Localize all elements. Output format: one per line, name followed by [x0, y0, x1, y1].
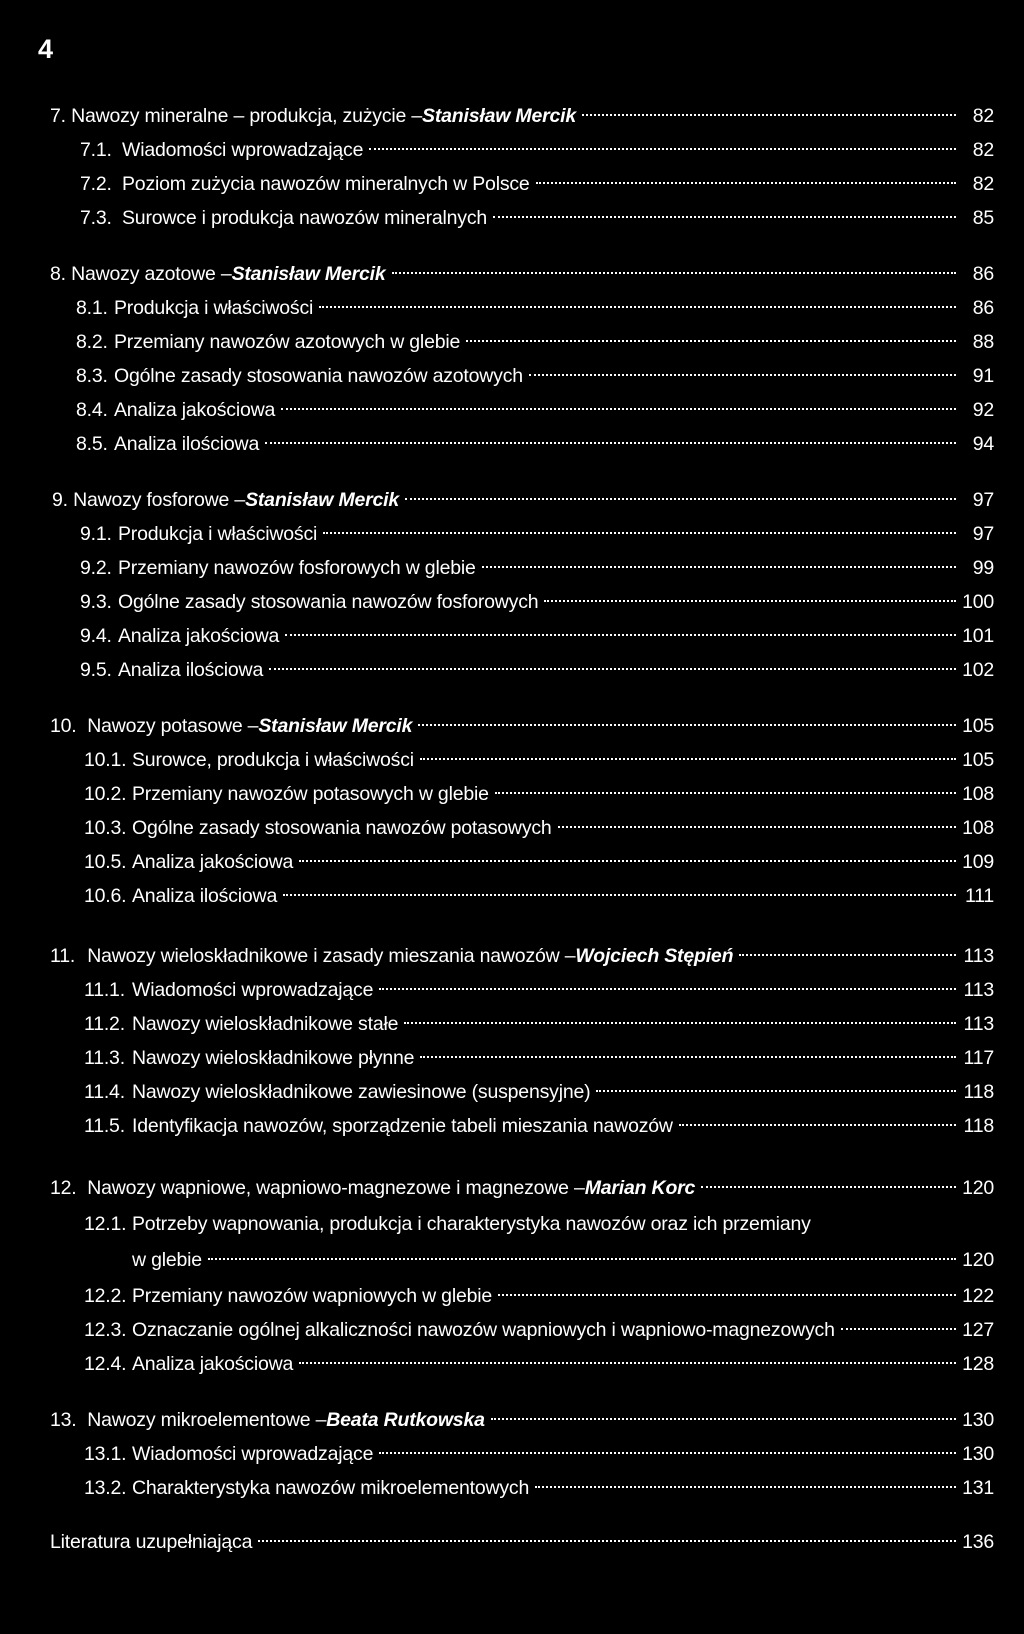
toc-entry-title: Analiza ilościowa: [114, 433, 260, 455]
toc-entry-title: Oznaczanie ogólnej alkaliczności nawozów wapniowych i wapniowo-magnezowych: [132, 1319, 835, 1341]
toc-entry-author: Stanisław Mercik: [422, 105, 576, 127]
dot-leader: [285, 634, 956, 636]
toc-entry-7-3[interactable]: [50, 202, 994, 234]
dot-leader: [392, 272, 956, 274]
toc-entry-11-2[interactable]: [50, 1008, 994, 1040]
toc-entry-title: w glebie: [132, 1249, 202, 1271]
toc-entry-page: 99: [972, 557, 994, 579]
toc-entry-page: 136: [962, 1531, 994, 1553]
toc-entry-10-2[interactable]: [50, 778, 994, 810]
toc-entry-number: 9.2.: [80, 557, 112, 579]
toc-entry-number: 10.2.: [84, 783, 127, 805]
toc-entry-author: Beata Rutkowska: [326, 1409, 485, 1431]
toc-entry-13[interactable]: [50, 1404, 994, 1436]
toc-entry-number: 10.: [50, 715, 77, 737]
toc-entry-8-3[interactable]: [50, 360, 994, 392]
dot-leader: [208, 1258, 956, 1260]
dot-leader: [701, 1186, 956, 1188]
toc-entry-title: Poziom zużycia nawozów mineralnych w Polsce: [122, 173, 530, 195]
toc-entry-8-1[interactable]: [50, 292, 994, 324]
toc-entry-page: 113: [963, 945, 994, 967]
toc-entry-12-1-continuation[interactable]: [50, 1244, 994, 1276]
toc-entry-10-1[interactable]: [50, 744, 994, 776]
toc-entry-number: 13.: [50, 1409, 77, 1431]
toc-entry-literatura[interactable]: [50, 1526, 994, 1558]
toc-entry-number: 13.2.: [84, 1477, 127, 1499]
dot-leader: [281, 408, 956, 410]
toc-entry-title: Przemiany nawozów potasowych w glebie: [132, 783, 489, 805]
dot-leader: [299, 860, 956, 862]
dot-leader: [491, 1418, 956, 1420]
dot-leader: [319, 306, 956, 308]
toc-entry-title: Ogólne zasady stosowania nawozów azotowych: [114, 365, 523, 387]
toc-entry-title: Produkcja i właściwości: [114, 297, 314, 319]
toc-entry-title: Nawozy wieloskładnikowe płynne: [132, 1047, 415, 1069]
toc-entry-page: 117: [963, 1047, 994, 1069]
toc-entry-page: 120: [962, 1177, 994, 1199]
toc-entry-7[interactable]: [50, 100, 994, 132]
toc-entry-number: 11.2.: [84, 1013, 125, 1035]
dot-leader: [299, 1362, 956, 1364]
toc-entry-10-6[interactable]: [50, 880, 994, 912]
dot-leader: [420, 1056, 956, 1058]
toc-entry-number: 11.4.: [84, 1081, 125, 1103]
dot-leader: [498, 1294, 956, 1296]
toc-entry-number: 8.3.: [76, 365, 108, 387]
toc-entry-title: Produkcja i właściwości: [118, 523, 318, 545]
dot-leader: [369, 148, 956, 150]
toc-entry-8-4[interactable]: [50, 394, 994, 426]
dot-leader: [544, 600, 956, 602]
toc-entry-page: 92: [972, 399, 994, 421]
toc-entry-title: Potrzeby wapnowania, produkcja i charakterystyka nawozów oraz ich przemiany: [132, 1213, 811, 1235]
toc-entry-number: 12.2.: [84, 1285, 127, 1307]
toc-entry-page: 108: [962, 817, 994, 839]
dot-leader: [482, 566, 956, 568]
dot-leader: [536, 182, 956, 184]
toc-entry-number: 9.4.: [80, 625, 112, 647]
toc-entry-10-3[interactable]: [50, 812, 994, 844]
toc-entry-7-2[interactable]: [50, 168, 994, 200]
toc-entry-title: Analiza jakościowa: [118, 625, 280, 647]
toc-entry-9-3[interactable]: [50, 586, 994, 618]
toc-entry-page: 118: [963, 1115, 994, 1137]
toc-entry-page: 82: [972, 139, 994, 161]
toc-entry-page: 82: [972, 173, 994, 195]
toc-entry-page: 108: [962, 783, 994, 805]
dot-leader: [323, 532, 956, 534]
toc-entry-12-2[interactable]: [50, 1280, 994, 1312]
toc-entry-10-5[interactable]: [50, 846, 994, 878]
dot-leader: [841, 1328, 956, 1330]
toc-entry-number: 10.3.: [84, 817, 127, 839]
toc-entry-author: Stanisław Mercik: [231, 263, 386, 285]
dot-leader: [739, 954, 956, 956]
table-of-contents: [50, 0, 994, 1634]
toc-entry-number: 9.1.: [80, 523, 112, 545]
toc-entry-7-1[interactable]: [50, 134, 994, 166]
toc-entry-number: 11.5.: [84, 1115, 125, 1137]
dot-leader: [466, 340, 956, 342]
toc-entry-11-3[interactable]: [50, 1042, 994, 1074]
dot-leader: [379, 988, 956, 990]
dot-leader: [582, 114, 956, 116]
toc-entry-title: Charakterystyka nawozów mikroelementowych: [132, 1477, 530, 1499]
toc-entry-title: Nawozy mikroelementowe –: [87, 1409, 327, 1431]
toc-entry-page: 122: [962, 1285, 994, 1307]
toc-entry-number: 8.4.: [76, 399, 108, 421]
toc-entry-number: 10.6.: [84, 885, 127, 907]
toc-entry-11-1[interactable]: [50, 974, 994, 1006]
dot-leader: [269, 668, 956, 670]
toc-entry-number: 12.1.: [84, 1213, 127, 1235]
toc-entry-page: 130: [962, 1409, 994, 1431]
toc-entry-number: 7.2.: [80, 173, 112, 195]
toc-entry-number: 8.: [50, 263, 66, 285]
dot-leader: [420, 758, 956, 760]
toc-entry-title: Analiza jakościowa: [114, 399, 276, 421]
toc-entry-title: Nawozy wieloskładnikowe stałe: [132, 1013, 399, 1035]
toc-entry-title: Nawozy fosforowe –: [73, 489, 246, 511]
toc-entry-page: 102: [962, 659, 994, 681]
toc-entry-title: Wiadomości wprowadzające: [122, 139, 364, 161]
toc-entry-number: 13.1.: [84, 1443, 127, 1465]
toc-entry-page: 111: [964, 885, 994, 907]
toc-entry-9[interactable]: [50, 484, 994, 516]
toc-entry-page: 127: [962, 1319, 994, 1341]
toc-entry-title: Identyfikacja nawozów, sporządzenie tabeli mieszania nawozów: [132, 1115, 673, 1137]
toc-entry-title: Surowce, produkcja i właściwości: [132, 749, 414, 771]
toc-entry-page: 118: [963, 1081, 994, 1103]
toc-entry-title: Przemiany nawozów fosforowych w glebie: [118, 557, 476, 579]
toc-entry-number: 12.: [50, 1177, 77, 1199]
toc-entry-title: Nawozy mineralne – produkcja, zużycie –: [71, 105, 423, 127]
toc-entry-title: Nawozy potasowe –: [87, 715, 259, 737]
toc-entry-number: 12.4.: [84, 1353, 127, 1375]
toc-entry-12-3[interactable]: [50, 1314, 994, 1346]
toc-entry-number: 9.: [52, 489, 68, 511]
toc-entry-page: 97: [972, 523, 994, 545]
toc-entry-author: Stanisław Mercik: [245, 489, 400, 511]
toc-entry-page: 101: [962, 625, 994, 647]
dot-leader: [405, 498, 956, 500]
toc-entry-title: Analiza jakościowa: [132, 1353, 294, 1375]
toc-entry-title: Przemiany nawozów wapniowych w glebie: [132, 1285, 493, 1307]
toc-entry-page: 85: [972, 207, 994, 229]
dot-leader: [418, 724, 956, 726]
toc-entry-12[interactable]: [50, 1172, 994, 1204]
toc-entry-page: 97: [972, 489, 994, 511]
toc-entry-11[interactable]: [50, 940, 994, 972]
toc-entry-author: Marian Korc: [584, 1177, 696, 1199]
dot-leader: [679, 1124, 956, 1126]
toc-entry-13-2[interactable]: [50, 1472, 994, 1504]
toc-entry-page: 82: [972, 105, 994, 127]
toc-entry-number: 10.1.: [84, 749, 127, 771]
toc-entry-number: 10.5.: [84, 851, 127, 873]
toc-entry-number: 9.5.: [80, 659, 112, 681]
toc-entry-title: Analiza jakościowa: [132, 851, 294, 873]
toc-entry-title: Literatura uzupełniająca: [50, 1531, 253, 1553]
toc-entry-title: Analiza ilościowa: [118, 659, 264, 681]
dot-leader: [258, 1540, 956, 1542]
toc-entry-title: Nawozy wieloskładnikowe i zasady mieszania nawozów –: [87, 945, 576, 967]
toc-entry-8-5[interactable]: [50, 428, 994, 460]
dot-leader: [535, 1486, 956, 1488]
toc-entry-page: 128: [962, 1353, 994, 1375]
toc-entry-number: 8.1.: [76, 297, 108, 319]
toc-entry-title: Nawozy azotowe –: [71, 263, 232, 285]
toc-entry-page: 88: [972, 331, 994, 353]
toc-entry-8[interactable]: [50, 258, 994, 290]
dot-leader: [493, 216, 956, 218]
dot-leader: [529, 374, 956, 376]
toc-entry-page: 86: [972, 297, 994, 319]
toc-entry-author: Stanisław Mercik: [258, 715, 413, 737]
dot-leader: [404, 1022, 956, 1024]
toc-entry-number: 11.: [50, 945, 76, 967]
toc-entry-page: 94: [972, 433, 994, 455]
toc-entry-11-4[interactable]: [50, 1076, 994, 1108]
toc-entry-9-2[interactable]: [50, 552, 994, 584]
dot-leader: [596, 1090, 956, 1092]
toc-entry-title: Ogólne zasady stosowania nawozów fosforowych: [118, 591, 539, 613]
toc-entry-number: 8.2.: [76, 331, 108, 353]
toc-entry-page: 100: [962, 591, 994, 613]
toc-entry-number: 7.3.: [80, 207, 112, 229]
toc-entry-12-4[interactable]: [50, 1348, 994, 1380]
toc-entry-number: 7.: [50, 105, 66, 127]
toc-entry-number: 12.3.: [84, 1319, 127, 1341]
page-number: 4: [38, 34, 54, 64]
toc-entry-12-1[interactable]: [50, 1208, 994, 1240]
toc-entry-number: 11.3.: [84, 1047, 125, 1069]
toc-entry-number: 7.1.: [80, 139, 112, 161]
toc-entry-13-1[interactable]: [50, 1438, 994, 1470]
toc-entry-page: 113: [963, 979, 994, 1001]
toc-entry-page: 109: [962, 851, 994, 873]
toc-entry-title: Surowce i produkcja nawozów mineralnych: [122, 207, 488, 229]
toc-entry-page: 113: [963, 1013, 994, 1035]
dot-leader: [495, 792, 956, 794]
dot-leader: [265, 442, 956, 444]
dot-leader: [379, 1452, 956, 1454]
toc-entry-page: 91: [972, 365, 994, 387]
toc-entry-title: Ogólne zasady stosowania nawozów potasowych: [132, 817, 552, 839]
toc-entry-page: 120: [962, 1249, 994, 1271]
toc-entry-title: Przemiany nawozów azotowych w glebie: [114, 331, 461, 353]
toc-entry-8-2[interactable]: [50, 326, 994, 358]
toc-entry-number: 9.3.: [80, 591, 112, 613]
toc-entry-page: 105: [962, 749, 994, 771]
toc-entry-number: 8.5.: [76, 433, 108, 455]
toc-entry-number: 11.1.: [84, 979, 125, 1001]
toc-entry-title: Analiza ilościowa: [132, 885, 278, 907]
dot-leader: [283, 894, 956, 896]
toc-entry-9-5[interactable]: [50, 654, 994, 686]
dot-leader: [558, 826, 956, 828]
toc-entry-9-4[interactable]: [50, 620, 994, 652]
toc-entry-page: 131: [962, 1477, 994, 1499]
toc-entry-9-1[interactable]: [50, 518, 994, 550]
toc-entry-page: 86: [972, 263, 994, 285]
toc-entry-title: Wiadomości wprowadzające: [132, 1443, 374, 1465]
toc-entry-title: Nawozy wapniowe, wapniowo-magnezowe i magnezowe –: [87, 1177, 585, 1199]
toc-entry-title: Wiadomości wprowadzające: [132, 979, 374, 1001]
toc-entry-page: 105: [962, 715, 994, 737]
toc-entry-10[interactable]: [50, 710, 994, 742]
toc-entry-11-5[interactable]: [50, 1110, 994, 1142]
toc-entry-page: 130: [962, 1443, 994, 1465]
toc-entry-author: Wojciech Stępień: [575, 945, 734, 967]
toc-entry-title: Nawozy wieloskładnikowe zawiesinowe (suspensyjne): [132, 1081, 591, 1103]
